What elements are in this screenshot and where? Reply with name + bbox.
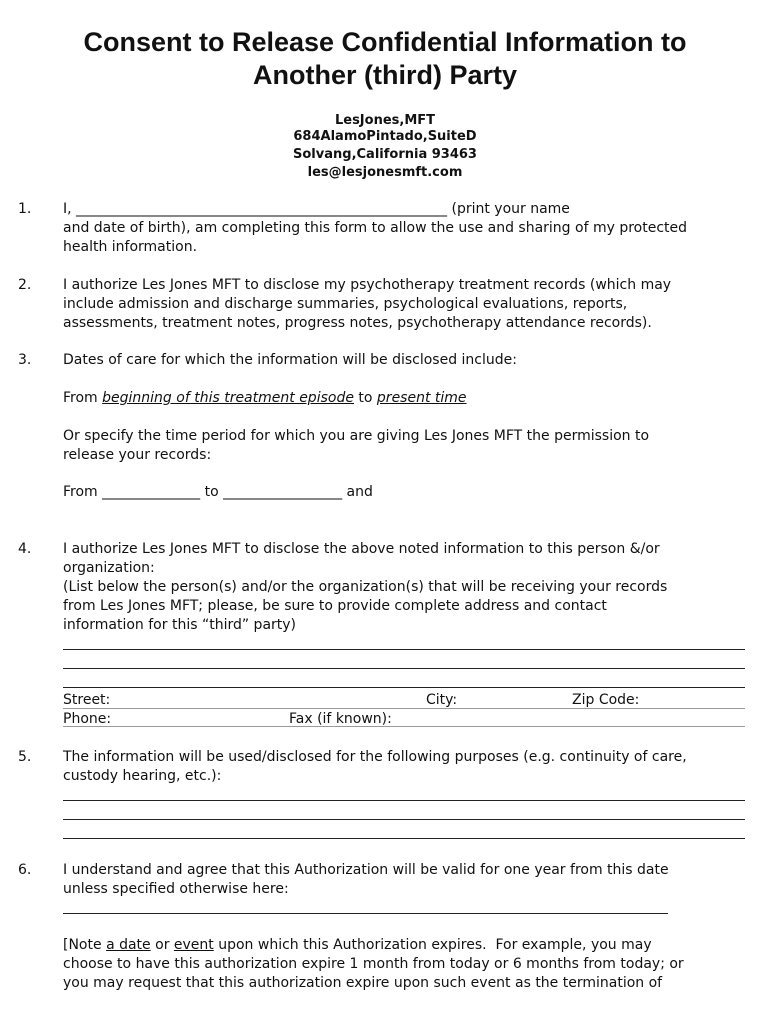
section-4-text: I authorize Les Jones MFT to disclose the above noted information to this person &/or [63, 541, 660, 557]
section-4-text: from Les Jones MFT; please, be sure to provide complete address and contact [63, 598, 607, 614]
note-text: choose to have this authorization expire 1 month from today or 6 months from today; or [63, 956, 684, 972]
item-number-3: 3. [18, 352, 32, 368]
note-or: or [150, 937, 174, 953]
date-range-default [63, 389, 467, 408]
street-city-zip-field[interactable] [63, 708, 745, 709]
section-5-text: custody hearing, etc.): [63, 768, 222, 784]
recipient-line[interactable] [63, 668, 745, 669]
section-4-text: organization: [63, 560, 155, 576]
note-text [63, 936, 652, 955]
item-number-4: 4. [18, 541, 32, 557]
provider-city: Solvang,California 93463 [293, 147, 477, 162]
provider-name: LesJones,MFT [334, 113, 436, 128]
recipient-line[interactable] [63, 687, 745, 688]
section-6-text: I understand and agree that this Authorization will be valid for one year from this date [63, 862, 669, 878]
section-3-text: Or specify the time period for which you are giving Les Jones MFT the permission to [63, 428, 650, 444]
section-4-text: information for this “third” party) [63, 617, 297, 633]
item-number-5: 5. [18, 749, 32, 765]
provider-email: les@lesjonesmft.com [307, 165, 463, 180]
recipient-line[interactable] [63, 649, 745, 650]
section-4-text: (List below the person(s) and/or the organization(s) that will be receiving your records [63, 579, 668, 595]
purpose-line[interactable] [63, 838, 745, 839]
section-3-text: release your records: [63, 447, 212, 463]
note-text: you may request that this authorization expire upon such event as the termination of [63, 975, 663, 991]
item-number-6: 6. [18, 862, 32, 878]
name-dob-field[interactable]: I, _____________________________________________________ (print your name [63, 201, 570, 217]
expiration-line[interactable] [63, 913, 668, 914]
date-range-fields[interactable]: From ______________ to _________________ and [63, 484, 373, 500]
section-5-text: The information will be used/disclosed for the following purposes (e.g. continuity of care, [63, 749, 687, 765]
form-title-line-1: Consent to Release Confidential Information to [83, 27, 687, 57]
street-label: Street: [63, 692, 111, 708]
section-3-text: Dates of care for which the information will be disclosed include: [63, 352, 517, 368]
note-date: a date [106, 937, 151, 953]
note-prefix: [Note [63, 937, 107, 953]
purpose-line[interactable] [63, 819, 745, 820]
city-label: City: [426, 692, 458, 708]
section-1-text: health information. [63, 239, 198, 255]
form-title-line-2: Another (third) Party [252, 60, 517, 90]
to-value: present time [376, 390, 467, 406]
section-2-text: assessments, treatment notes, progress notes, psychotherapy attendance records). [63, 315, 652, 331]
note-rest: upon which this Authorization expires. For example, you may [213, 937, 652, 953]
provider-street: 684AlamoPintado,SuiteD [293, 129, 477, 144]
section-2-text: include admission and discharge summaries, psychological evaluations, reports, [63, 296, 628, 312]
section-1-text: and date of birth), am completing this form to allow the use and sharing of my protected [63, 220, 688, 236]
fax-label: Fax (if known): [289, 711, 392, 727]
item-number-1: 1. [18, 201, 32, 217]
section-2-text: I authorize Les Jones MFT to disclose my psychotherapy treatment records (which may [63, 277, 672, 293]
from-label: From [63, 390, 103, 406]
zip-code-label: Zip Code: [572, 692, 640, 708]
to-label: to [353, 390, 377, 406]
item-number-2: 2. [18, 277, 32, 293]
purpose-line[interactable] [63, 800, 745, 801]
phone-label: Phone: [63, 711, 112, 727]
section-6-text: unless specified otherwise here: [63, 881, 289, 897]
from-value: beginning of this treatment episode [102, 390, 354, 406]
note-event: event [173, 937, 214, 953]
phone-fax-field[interactable] [63, 726, 745, 727]
